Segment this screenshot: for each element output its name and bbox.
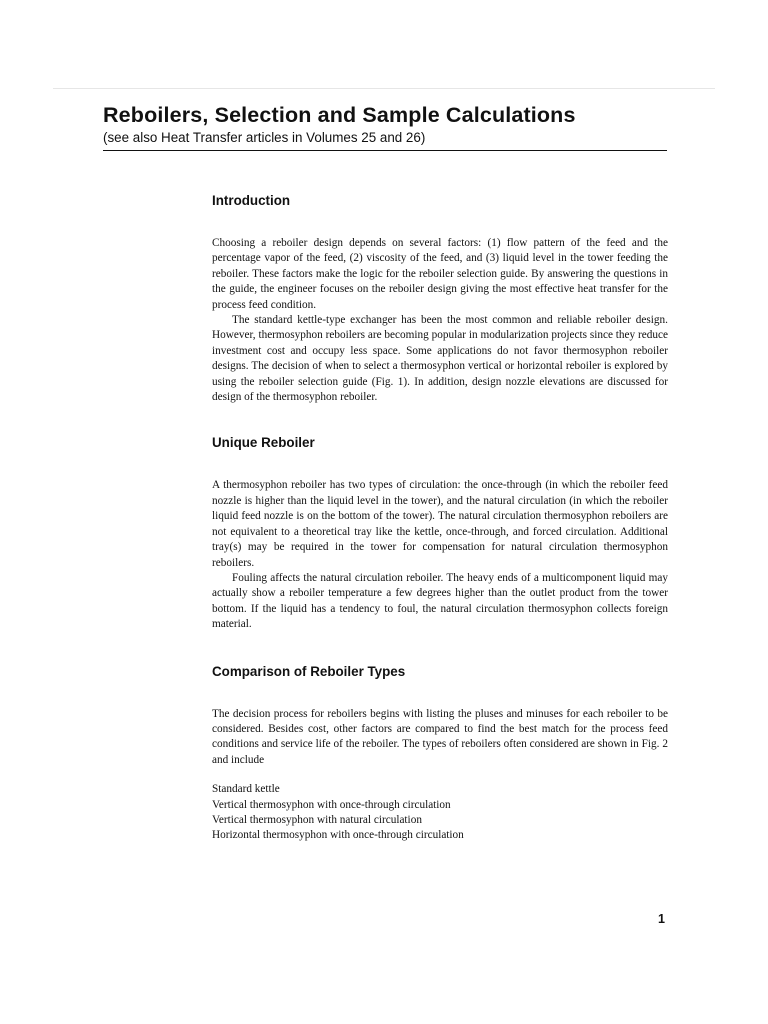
article-title: Reboilers, Selection and Sample Calculations — [103, 103, 576, 127]
article-subtitle: (see also Heat Transfer articles in Volumes 25 and 26) — [103, 130, 426, 145]
section-heading: Unique Reboiler — [212, 435, 315, 451]
section-heading: Introduction — [212, 193, 291, 208]
section-introduction — [212, 192, 668, 405]
article-body — [212, 192, 668, 844]
section-heading: Comparison of Reboiler Types — [212, 663, 406, 679]
section-comparison — [212, 663, 668, 844]
reboiler-types-list — [212, 782, 668, 844]
paragraph: Choosing a reboiler design depends on several factors: (1) flow pattern of the feed and the percentage vapor of the feed, (2) viscosity of the feed, and (3) liquid level in the tower feeding the reboiler. These factors make the logic for the reboiler selection guide. By answering the questions in the guide, the engineer focuses on the reboiler design giving the most effective heat transfer for the process feed condition. — [212, 237, 668, 311]
top-divider — [53, 88, 715, 89]
section-unique-reboiler — [212, 434, 668, 632]
list-item: Vertical thermosyphon with natural circulation — [212, 813, 422, 826]
page-number: 1 — [658, 912, 665, 926]
paragraph: The decision process for reboilers begins with listing the pluses and minuses for each reboiler to be considered. Besides cost, other factors are compared to find the best match for the process feed conditions and service life of the reboiler. The types of reboilers often considered are shown in Fig. 2 and include — [212, 707, 668, 766]
paragraph: A thermosyphon reboiler has two types of circulation: the once-through (in which the reboiler feed nozzle is higher than the liquid level in the tower), and the natural circulation (in which the reboiler liquid feed nozzle is on the bottom of the tower). The natural circulation thermosyphon reboilers are not equivalent to a theoretical tray like the kettle, once-through, and forced circulation. Additional tray(s) may be required in the tower for compensation for natural circulation thermosyphon reboilers. — [212, 479, 668, 569]
paragraph: The standard kettle-type exchanger has been the most common and reliable reboiler design. However, thermosyphon reboilers are becoming popular in modularization projects since they reduce investment cost and occupy less space. Some applications do not favor thermosyphon reboiler designs. The decision of when to select a thermosyphon vertical or horizontal reboiler is explored by using the reboiler selection guide (Fig. 1). In addition, design nozzle elevations are discussed for design of the thermosyphon reboiler. — [212, 314, 668, 404]
paragraph: Fouling affects the natural circulation reboiler. The heavy ends of a multicomponent liquid may actually show a reboiler temperature a few degrees higher than the outlet product from the tower bottom. If the liquid has a tendency to foul, the natural circulation thermosyphon collects foreign material. — [212, 571, 668, 631]
article-header — [103, 101, 667, 151]
list-item: Standard kettle — [212, 783, 280, 796]
list-item: Horizontal thermosyphon with once-through circulation — [212, 829, 464, 842]
list-item: Vertical thermosyphon with once-through circulation — [212, 798, 451, 811]
